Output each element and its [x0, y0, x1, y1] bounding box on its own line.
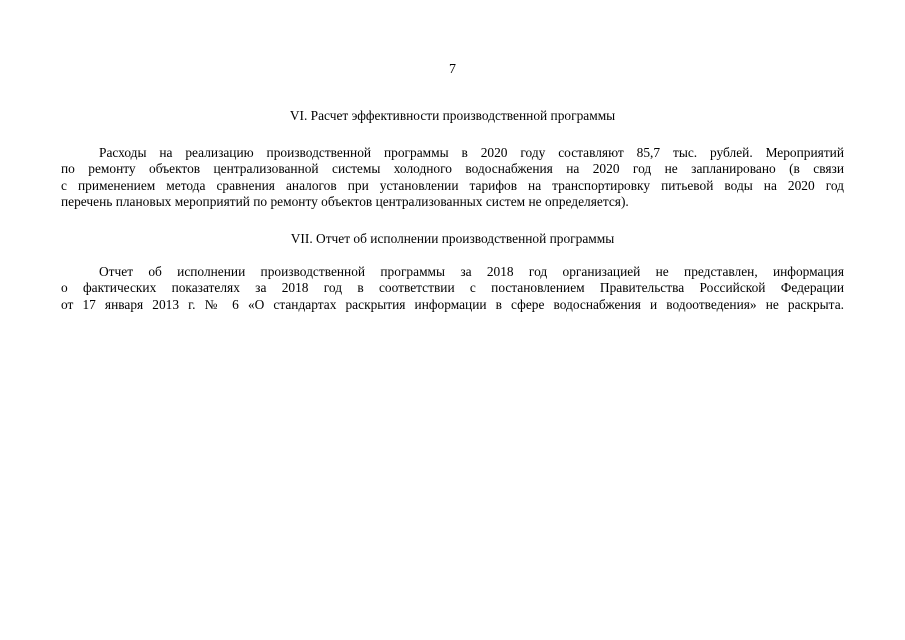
paragraph-line: с применением метода сравнения аналогов при установлении тарифов на транспортировку питьевой воды на 2020 год: [61, 177, 844, 193]
paragraph-line: Отчет об исполнении производственной программы за 2018 год организацией не представлен, информация: [99, 264, 844, 279]
paragraph-line: по ремонту объектов централизованной системы холодного водоснабжения на 2020 год не запланировано (в связи: [61, 161, 844, 177]
section-6-paragraph: [61, 145, 844, 210]
paragraph-line: перечень плановых мероприятий по ремонту объектов централизованных систем не определяется).: [61, 193, 629, 209]
section-6-heading: VI. Расчет эффективности производственной программы: [289, 108, 616, 123]
paragraph-line: о фактических показателях за 2018 год в соответствии с постановлением Правительства Российской Федерации: [61, 280, 844, 296]
paragraph-line: Расходы на реализацию производственной программы в 2020 году составляют 85,7 тыс. рублей. Мероприятий: [99, 145, 844, 160]
page-number: 7: [449, 62, 456, 77]
paragraph-line: от 17 января 2013 г. № 6 «О стандартах раскрытия информации в сфере водоснабжения и водоотведения» не раскрыта.: [61, 296, 844, 312]
section-7-paragraph: [61, 264, 844, 313]
section-7-heading: VII. Отчет об исполнении производственной программы: [290, 231, 615, 246]
